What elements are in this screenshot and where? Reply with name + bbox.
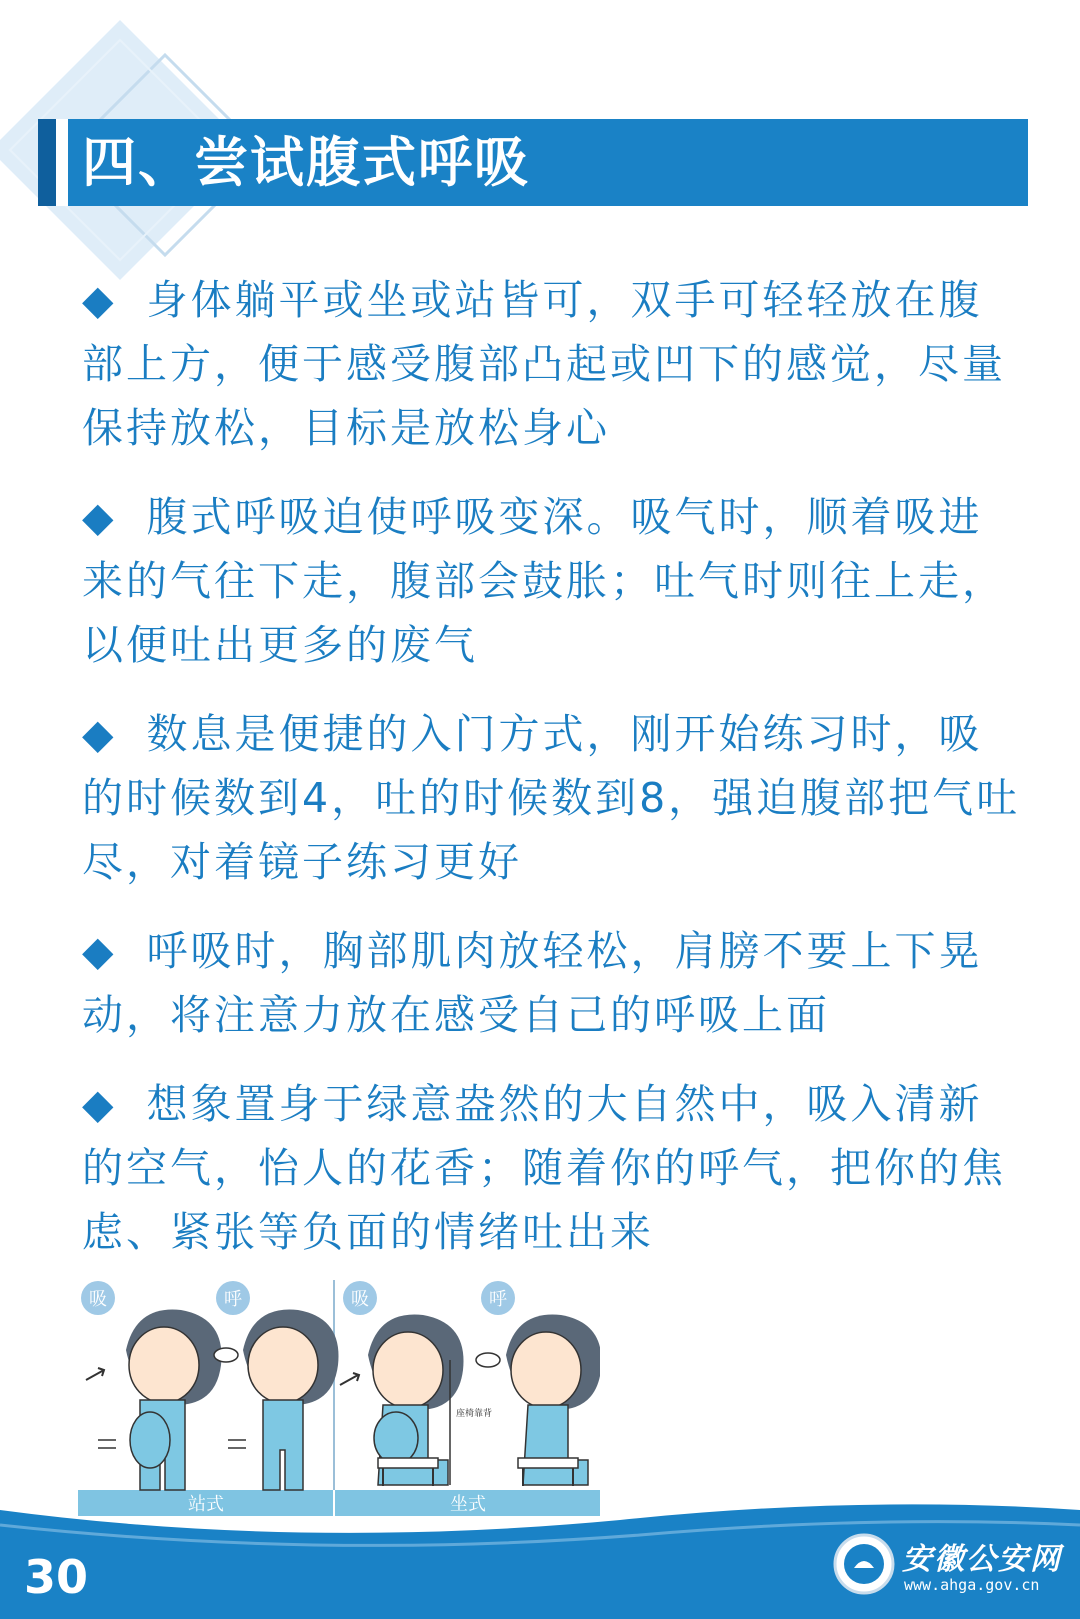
bullet-item xyxy=(82,268,1022,460)
site-name: 安徽公安网 xyxy=(902,1542,1062,1577)
inhale-label-sitting: 吸 xyxy=(351,1289,369,1310)
bullet-text: 腹式呼吸迫使呼吸变深。吸气时，顺着吸进来的气往下走，腹部会鼓胀；吐气时则往上走，以便吐出更多的废气 xyxy=(82,493,1006,669)
standing-label: 站式 xyxy=(188,1494,224,1515)
header-accent-stripe xyxy=(38,119,56,206)
diamond-bullet-icon: ◆ xyxy=(82,276,117,324)
inhale-label: 吸 xyxy=(89,1289,107,1310)
page-number: 30 xyxy=(24,1550,89,1604)
site-url: www.ahga.gov.cn xyxy=(904,1576,1040,1594)
bullet-text: 想象置身于绿意盎然的大自然中，吸入清新的空气，怡人的花香；随着你的呼气，把你的焦虑、紧张等负面的情绪吐出来 xyxy=(82,1080,1006,1256)
diamond-bullet-icon: ◆ xyxy=(82,927,117,975)
bullet-item xyxy=(82,919,1022,1047)
bullet-text: 数息是便捷的入门方式，刚开始练习时，吸的时候数到4，吐的时候数到8，强迫腹部把气吐尽，对着镜子练习更好 xyxy=(82,710,1021,886)
police-emblem-icon xyxy=(832,1532,896,1596)
site-logo xyxy=(832,1528,1072,1608)
bullet-item xyxy=(82,485,1022,677)
diamond-bullet-icon: ◆ xyxy=(82,710,117,758)
header-gap xyxy=(56,119,68,206)
bullet-text: 身体躺平或坐或站皆可，双手可轻轻放在腹部上方，便于感受腹部凸起或凹下的感觉，尽量保持放松，目标是放松身心 xyxy=(82,276,1006,452)
chair-tag: 座椅靠背 xyxy=(456,1409,493,1419)
bullet-list xyxy=(82,268,1022,1289)
diamond-bullet-icon: ◆ xyxy=(82,1080,117,1128)
exhale-label: 呼 xyxy=(224,1289,242,1310)
exhale-label-sitting: 呼 xyxy=(489,1289,507,1310)
bullet-item xyxy=(82,702,1022,894)
bullet-item xyxy=(82,1072,1022,1264)
bullet-text: 呼吸时，胸部肌肉放轻松，肩膀不要上下晃动，将注意力放在感受自己的呼吸上面 xyxy=(82,927,983,1039)
sitting-label: 坐式 xyxy=(450,1494,486,1515)
section-title: 四、尝试腹式呼吸 xyxy=(82,131,530,194)
diamond-bullet-icon: ◆ xyxy=(82,493,117,541)
